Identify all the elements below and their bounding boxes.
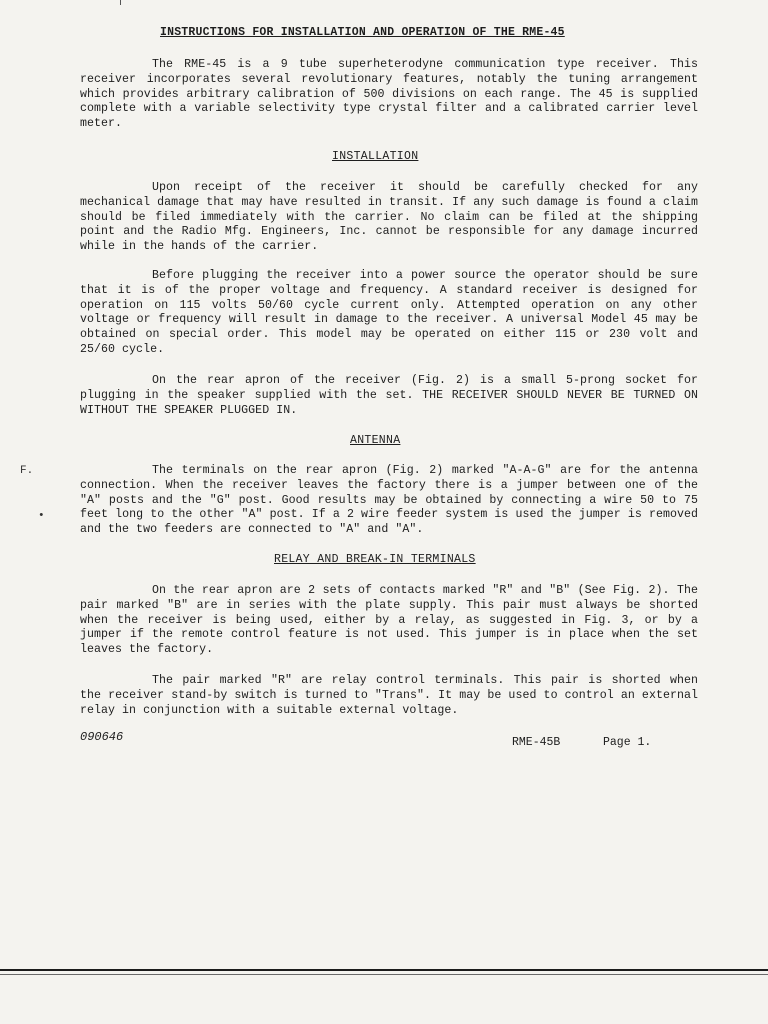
intro-paragraph: The RME-45 is a 9 tube superheterodyne communication type receiver. This receiver incorporates several revolutionary features, notably the tuning arrangement which provides arbitrary calibration of 500 divisions on each range. The 45 is supplied complete with a variable selectivity type crystal filter and a calibrated carrier level meter. (80, 58, 698, 131)
bottom-rule (0, 969, 768, 971)
page-title: INSTRUCTIONS FOR INSTALLATION AND OPERATION OF THE RME-45 (160, 26, 565, 39)
relay-heading: RELAY AND BREAK-IN TERMINALS (274, 553, 476, 566)
antenna-heading: ANTENNA (350, 434, 401, 447)
page-number: Page 1. (603, 736, 652, 749)
relay-paragraph-2: The pair marked "R" are relay control terminals. This pair is shorted when the receiver stand-by switch is turned to "Trans". It may be used to control an external relay in conjunction with a suitable external voltage. (80, 674, 698, 717)
installation-paragraph-1: Upon receipt of the receiver it should be carefully checked for any mechanical damage that may have resulted in transit. If any such damage is found a claim should be filed immediately with the carrier. No claim can be filed at the shipping point and the Radio Mfg. Engineers, Inc. cannot be responsible for any damage incurred while in the hands of the carrier. (80, 181, 698, 254)
relay-paragraph-1: On the rear apron are 2 sets of contacts marked "R" and "B" (See Fig. 2). The pair marked "B" are in series with the plate supply. This pair must always be shorted when the receiver is being used, either by a relay, as suggested in Fig. 3, or by a jumper if the remote control feature is not used. This jumper is in place when the set leaves the factory. (80, 584, 698, 657)
bottom-rule-thin (0, 974, 768, 975)
antenna-margin-bullet: • (38, 510, 45, 522)
antenna-paragraph: The terminals on the rear apron (Fig. 2) marked "A-A-G" are for the antenna connection. When the receiver leaves the factory there is a jumper between one of the "A" posts and the "G" post. Good results may be obtained by connecting a wire 50 to 75 feet long to the other "A" post. If a 2 wire feeder system is used the jumper is removed and the two feeders are connected to "A" and "A". (80, 464, 698, 537)
installation-paragraph-3: On the rear apron of the receiver (Fig. 2) is a small 5-prong socket for plugging in the speaker supplied with the set. THE RECEIVER SHOULD NEVER BE TURNED ON WITHOUT THE SPEAKER PLUGGED IN. (80, 374, 698, 417)
antenna-margin-note: F. (20, 465, 34, 477)
installation-paragraph-2: Before plugging the receiver into a power source the operator should be sure that it is of the proper voltage and frequency. A standard receiver is designed for operation on 115 volts 50/60 cycle current only. Attempted operation on any other voltage or frequency will result in damage to the receiver. A universal Model 45 may be obtained on special order. This model may be operated on either 115 or 230 volt and 25/60 cycle. (80, 269, 698, 356)
document-number: RME-45B (512, 736, 561, 749)
installation-heading: INSTALLATION (332, 150, 419, 163)
serial-number: 090646 (80, 730, 124, 744)
top-tick-mark (120, 0, 121, 5)
